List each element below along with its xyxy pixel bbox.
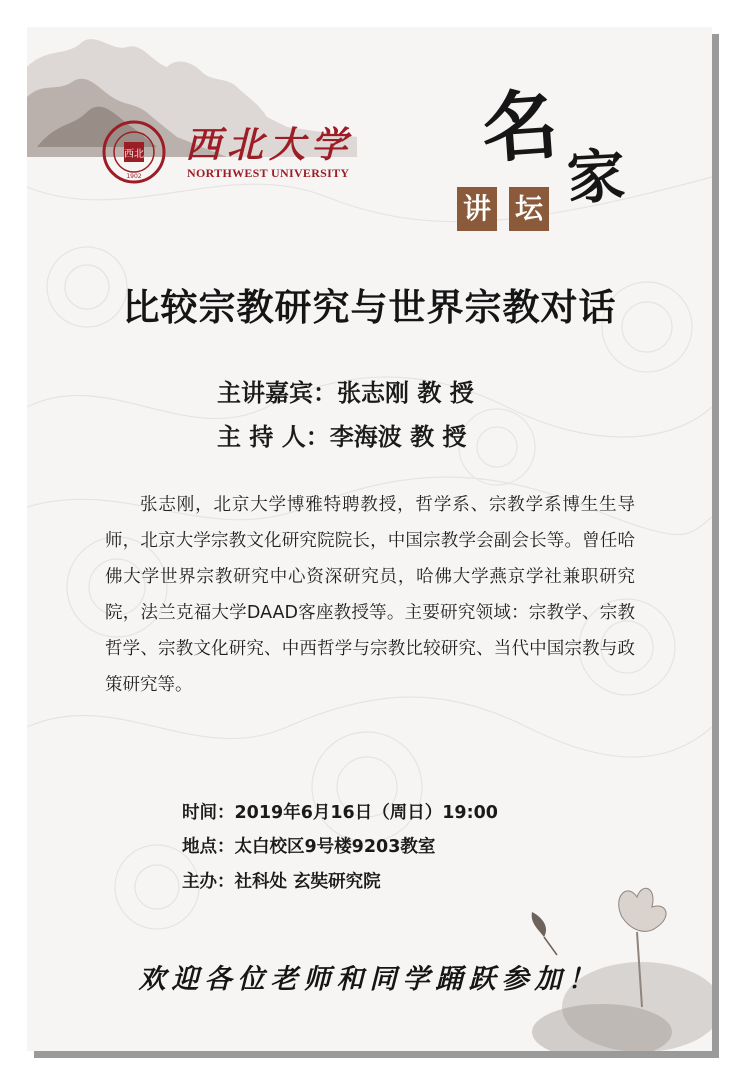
event-place — [182, 833, 435, 858]
event-time — [182, 799, 498, 824]
brand-tag-jiang: 讲 — [457, 187, 497, 231]
university-seal-logo — [102, 120, 166, 184]
time-label: 时间： — [182, 803, 235, 823]
place-label: 地点： — [182, 837, 235, 857]
svg-text:1902: 1902 — [126, 173, 142, 180]
event-organizer — [182, 868, 381, 893]
brand-tag-tan: 坛 — [509, 187, 549, 231]
place-value: 太白校区9号楼9203教室 — [234, 837, 436, 857]
organizer-value: 社科处 玄奘研究院 — [234, 872, 381, 892]
university-name-chinese: 西北大学 — [185, 124, 354, 166]
host-line — [217, 417, 637, 452]
svg-text:西北: 西北 — [124, 149, 144, 160]
brand-character-jia: 家 — [565, 141, 627, 213]
speaker-name: 张志刚 教 授 — [337, 378, 474, 407]
speaker-label: 主讲嘉宾： — [217, 378, 337, 407]
speaker-biography: 张志刚，北京大学博雅特聘教授，哲学系、宗教学系博生生导师，北京大学宗教文化研究院院长，中国宗教学会副会长等。曾任哈佛大学世界宗教研究中心资深研究员，哈佛大学燕京学社兼职研究院，法兰克福大学DAAD客座教授等。主要研究领域：宗教学、宗教哲学、宗教文化研究、中西哲学与宗教比较研究、当代中国宗教与政策研究等。 — [105, 495, 635, 695]
lecture-title: 比较宗教研究与世界宗教对话 — [122, 285, 617, 329]
university-name-english: NORTHWEST UNIVERSITY — [187, 166, 350, 180]
host-label: 主 持 人： — [217, 422, 330, 451]
lotus-painting — [472, 857, 712, 1051]
organizer-label: 主办： — [182, 872, 235, 892]
host-name: 李海波 教 授 — [329, 422, 467, 451]
poster — [27, 27, 712, 1051]
time-value: 2019年6月16日（周日）19:00 — [234, 803, 498, 823]
speaker-line — [217, 373, 637, 408]
brand-character-ming: 名 — [478, 79, 561, 174]
invitation-line: 欢迎各位老师和同学踊跃参加！ — [138, 964, 601, 995]
